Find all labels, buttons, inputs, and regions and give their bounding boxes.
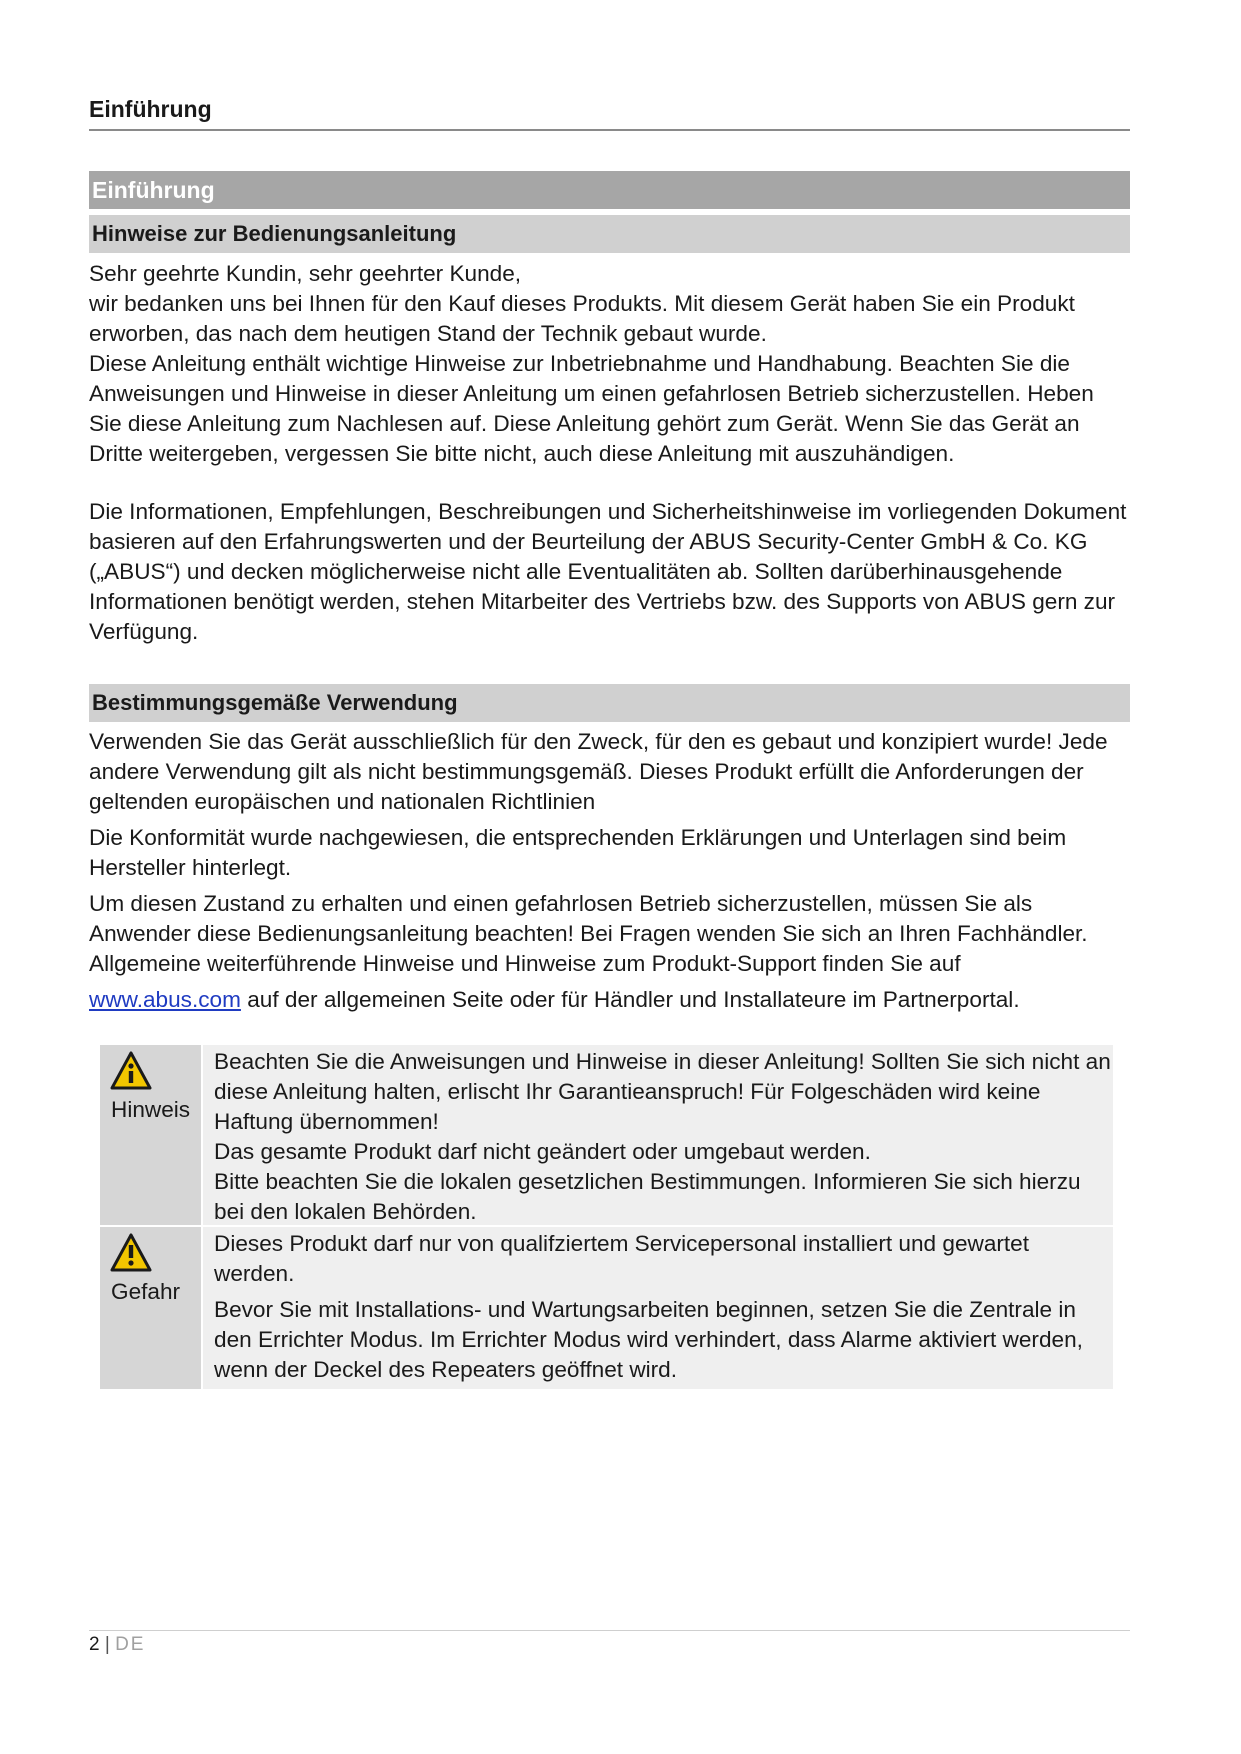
notice-line: Dieses Produkt darf nur von qualifziertem Servicepersonal installiert und gewartet werden. [214, 1231, 1030, 1286]
paragraph: Um diesen Zustand zu erhalten und einen gefahrlosen Betrieb sicherzustellen, müssen Sie als Anwender diese Bedienungsanleitung beachten! Bei Fragen wenden Sie sich an Ihren Fachhändler. Allgemeine weiterführende Hinweise und Hinweise zum Produkt-Support finden Sie auf [89, 891, 1088, 976]
page-number: 2 [89, 1634, 100, 1655]
notice-label-hinweis: Hinweis [111, 1097, 191, 1122]
warning-triangle-info-icon [109, 1050, 153, 1092]
intro-paragraphs [89, 259, 1130, 469]
section-title-intended-use: Bestimmungsgemäße Verwendung [89, 684, 1130, 722]
footer-divider [89, 1630, 1130, 1631]
chapter-title: Einführung [89, 171, 1130, 209]
notice-line: Bevor Sie mit Installations- und Wartungsarbeiten beginnen, setzen Sie die Zentrale in den Errichter Modus. Im Errichter Modus wird verhindert, dass Alarme aktiviert werden, wenn der Deckel des Repeaters geöffnet wird. [214, 1297, 1083, 1382]
notice-label-cell [100, 1227, 201, 1389]
paragraph: Verwenden Sie das Gerät ausschließlich für den Zweck, für den es gebaut und konzipiert wurde! Jede andere Verwendung gilt als nicht bestimmungsgemäß. Dieses Produkt erfüllt die Anforderungen der geltenden europäischen und nationalen Richtlinien [89, 729, 1108, 814]
paragraph: wir bedanken uns bei Ihnen für den Kauf dieses Produkts. Mit diesem Gerät haben Sie ein Produkt erworben, das nach dem heutigen Stand der Technik gebaut wurde. [89, 291, 1075, 346]
notice-line: Beachten Sie die Anweisungen und Hinweise in dieser Anleitung! Sollten Sie sich nicht an diese Anleitung halten, erlischt Ihr Garantieanspruch! Für Folgeschäden wird keine Haftung übernommen! [214, 1049, 1111, 1134]
paragraph-with-link [89, 985, 1130, 1015]
notice-label-gefahr: Gefahr [111, 1279, 181, 1304]
paragraph: Diese Anleitung enthält wichtige Hinweise zur Inbetriebnahme und Handhabung. Beachten Sie die Anweisungen und Hinweise in dieser Anleitung um einen gefahrlosen Betrieb sicherzustellen. Heben Sie diese Anleitung zum Nachlesen auf. Diese Anleitung gehört zum Gerät. Wenn Sie das Gerät an Dritte weitergeben, vergessen Sie bitte nicht, auch diese Anleitung mit auszuhändigen. [89, 351, 1094, 466]
warning-triangle-exclamation-icon [109, 1232, 153, 1274]
intended-use-paragraphs [89, 727, 1130, 1015]
running-header-title: Einführung [89, 96, 1130, 131]
notice-box-danger [100, 1227, 1113, 1389]
abus-website-link[interactable]: www.abus.com [89, 987, 241, 1012]
notice-line: Das gesamte Produkt darf nicht geändert oder umgebaut werden. [214, 1139, 871, 1164]
paragraph: Die Konformität wurde nachgewiesen, die entsprechenden Erklärungen und Unterlagen sind beim Hersteller hinterlegt. [89, 825, 1067, 880]
paragraph: Die Informationen, Empfehlungen, Beschreibungen und Sicherheitshinweise im vorliegenden Dokument basieren auf den Erfahrungswerten und der Beurteilung der ABUS Security-Center GmbH & Co. KG („ABUS“) und decken möglicherweise nicht alle Eventualitäten ab. Sollten darüberhinausgehende Informationen benötigt werden, stehen Mitarbeiter des Vertriebs bzw. des Supports von ABUS gern zur Verfügung. [89, 499, 1127, 644]
notice-text [203, 1227, 1113, 1389]
section-title-operating-instructions: Hinweise zur Bedienungsanleitung [89, 215, 1130, 253]
disclaimer-paragraph-block [89, 497, 1130, 647]
footer-separator: | [104, 1634, 110, 1655]
link-trailing-text: auf der allgemeinen Seite oder für Händler und Installateure im Partnerportal. [240, 987, 1020, 1012]
notice-text [203, 1045, 1113, 1225]
notice-label-cell [100, 1045, 201, 1225]
notice-line: Bitte beachten Sie die lokalen gesetzlichen Bestimmungen. Informieren Sie sich hierzu bei den lokalen Behörden. [214, 1169, 1081, 1224]
salutation: Sehr geehrte Kundin, sehr geehrter Kunde, [89, 261, 522, 286]
language-code: DE [115, 1634, 146, 1655]
page-footer [89, 1634, 145, 1656]
notice-box-hint [100, 1045, 1113, 1225]
